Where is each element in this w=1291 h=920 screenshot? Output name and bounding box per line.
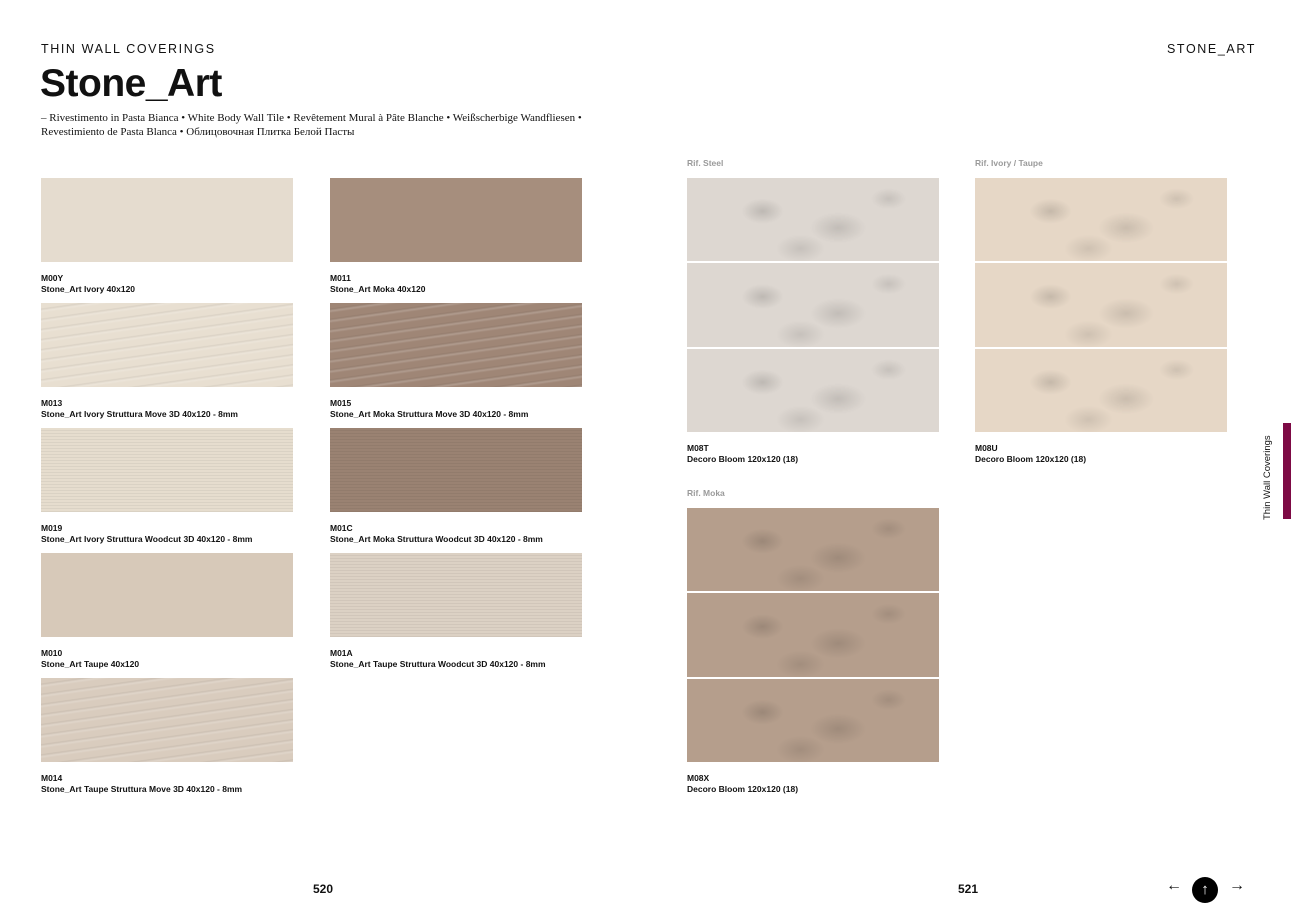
tile-caption: [330, 523, 543, 545]
decor-caption: [687, 443, 798, 465]
tile-code: M01A: [330, 648, 353, 658]
tile-name: Stone_Art Taupe Struttura Move 3D 40x120 - 8mm: [41, 784, 243, 794]
side-tab-label[interactable]: Thin Wall Coverings: [1262, 435, 1273, 520]
subtitle-line: Revestimiento de Pasta Blanca • Облицовочная Плитка Белой Пасты: [41, 126, 355, 138]
page-number-right: 521: [958, 882, 979, 896]
tile-caption: [41, 273, 135, 295]
tile-name: Stone_Art Moka Struttura Woodcut 3D 40x120 - 8mm: [330, 534, 543, 544]
tile-name: Stone_Art Taupe Struttura Woodcut 3D 40x120 - 8mm: [330, 659, 546, 669]
decor-name: Decoro Bloom 120x120 (18): [687, 784, 799, 794]
decor-panel[interactable]: [975, 178, 1227, 432]
tile-swatch[interactable]: [41, 553, 293, 637]
tile-code: M013: [41, 398, 63, 408]
tile-caption: [330, 648, 546, 670]
tile-name: Stone_Art Ivory Struttura Move 3D 40x120 - 8mm: [41, 409, 238, 419]
decor-panel[interactable]: [687, 508, 939, 762]
tile-caption: [41, 523, 252, 545]
tile-name: Stone_Art Moka 40x120: [330, 284, 426, 294]
tile-code: M011: [330, 273, 351, 283]
tile-code: M019: [41, 523, 63, 533]
arrow-up-icon[interactable]: ↑: [1192, 877, 1218, 903]
decor-caption: [975, 443, 1086, 465]
tile-swatch[interactable]: [330, 428, 582, 512]
tile-code: M010: [41, 648, 63, 658]
side-tab-marker: [1283, 423, 1291, 519]
decor-reference: Rif. Moka: [687, 488, 725, 498]
tile-swatch[interactable]: [330, 178, 582, 262]
decor-name: Decoro Bloom 120x120 (18): [687, 454, 799, 464]
tile-swatch[interactable]: [41, 428, 293, 512]
subtitle: [41, 111, 601, 139]
collection-kicker: STONE_ART: [1167, 42, 1256, 56]
tile-swatch[interactable]: [330, 303, 582, 387]
decor-code: M08U: [975, 443, 998, 453]
arrow-left-icon[interactable]: ←: [1166, 877, 1182, 894]
tile-code: M014: [41, 773, 63, 783]
tile-code: M00Y: [41, 273, 64, 283]
tile-caption: [330, 273, 425, 295]
decor-code: M08X: [687, 773, 710, 783]
tile-name: Stone_Art Moka Struttura Move 3D 40x120 - 8mm: [330, 409, 529, 419]
tile-code: M01C: [330, 523, 353, 533]
tile-name: Stone_Art Ivory 40x120: [41, 284, 136, 294]
decor-reference: Rif. Ivory / Taupe: [975, 158, 1043, 168]
tile-caption: [330, 398, 528, 420]
subtitle-line: – Rivestimento in Pasta Bianca • White Body Wall Tile • Revêtement Mural à Pâte Blanche • Weißscherbige Wandfliesen •: [41, 112, 582, 124]
tile-code: M015: [330, 398, 352, 408]
page-number-left: 520: [313, 882, 334, 896]
tile-swatch[interactable]: [41, 178, 293, 262]
tile-caption: [41, 648, 139, 670]
tile-swatch[interactable]: [330, 553, 582, 637]
decor-caption: [687, 773, 798, 795]
tile-caption: [41, 773, 242, 795]
tile-swatch[interactable]: [41, 303, 293, 387]
page-title: Stone_Art: [40, 62, 222, 105]
arrow-right-icon[interactable]: →: [1229, 877, 1245, 894]
decor-panel[interactable]: [687, 178, 939, 432]
tile-caption: [41, 398, 238, 420]
tile-name: Stone_Art Taupe 40x120: [41, 659, 140, 669]
decor-name: Decoro Bloom 120x120 (18): [975, 454, 1087, 464]
decor-reference: Rif. Steel: [687, 158, 724, 168]
tile-name: Stone_Art Ivory Struttura Woodcut 3D 40x120 - 8mm: [41, 534, 253, 544]
tile-swatch[interactable]: [41, 678, 293, 762]
section-kicker: THIN WALL COVERINGS: [41, 42, 216, 56]
decor-code: M08T: [687, 443, 709, 453]
